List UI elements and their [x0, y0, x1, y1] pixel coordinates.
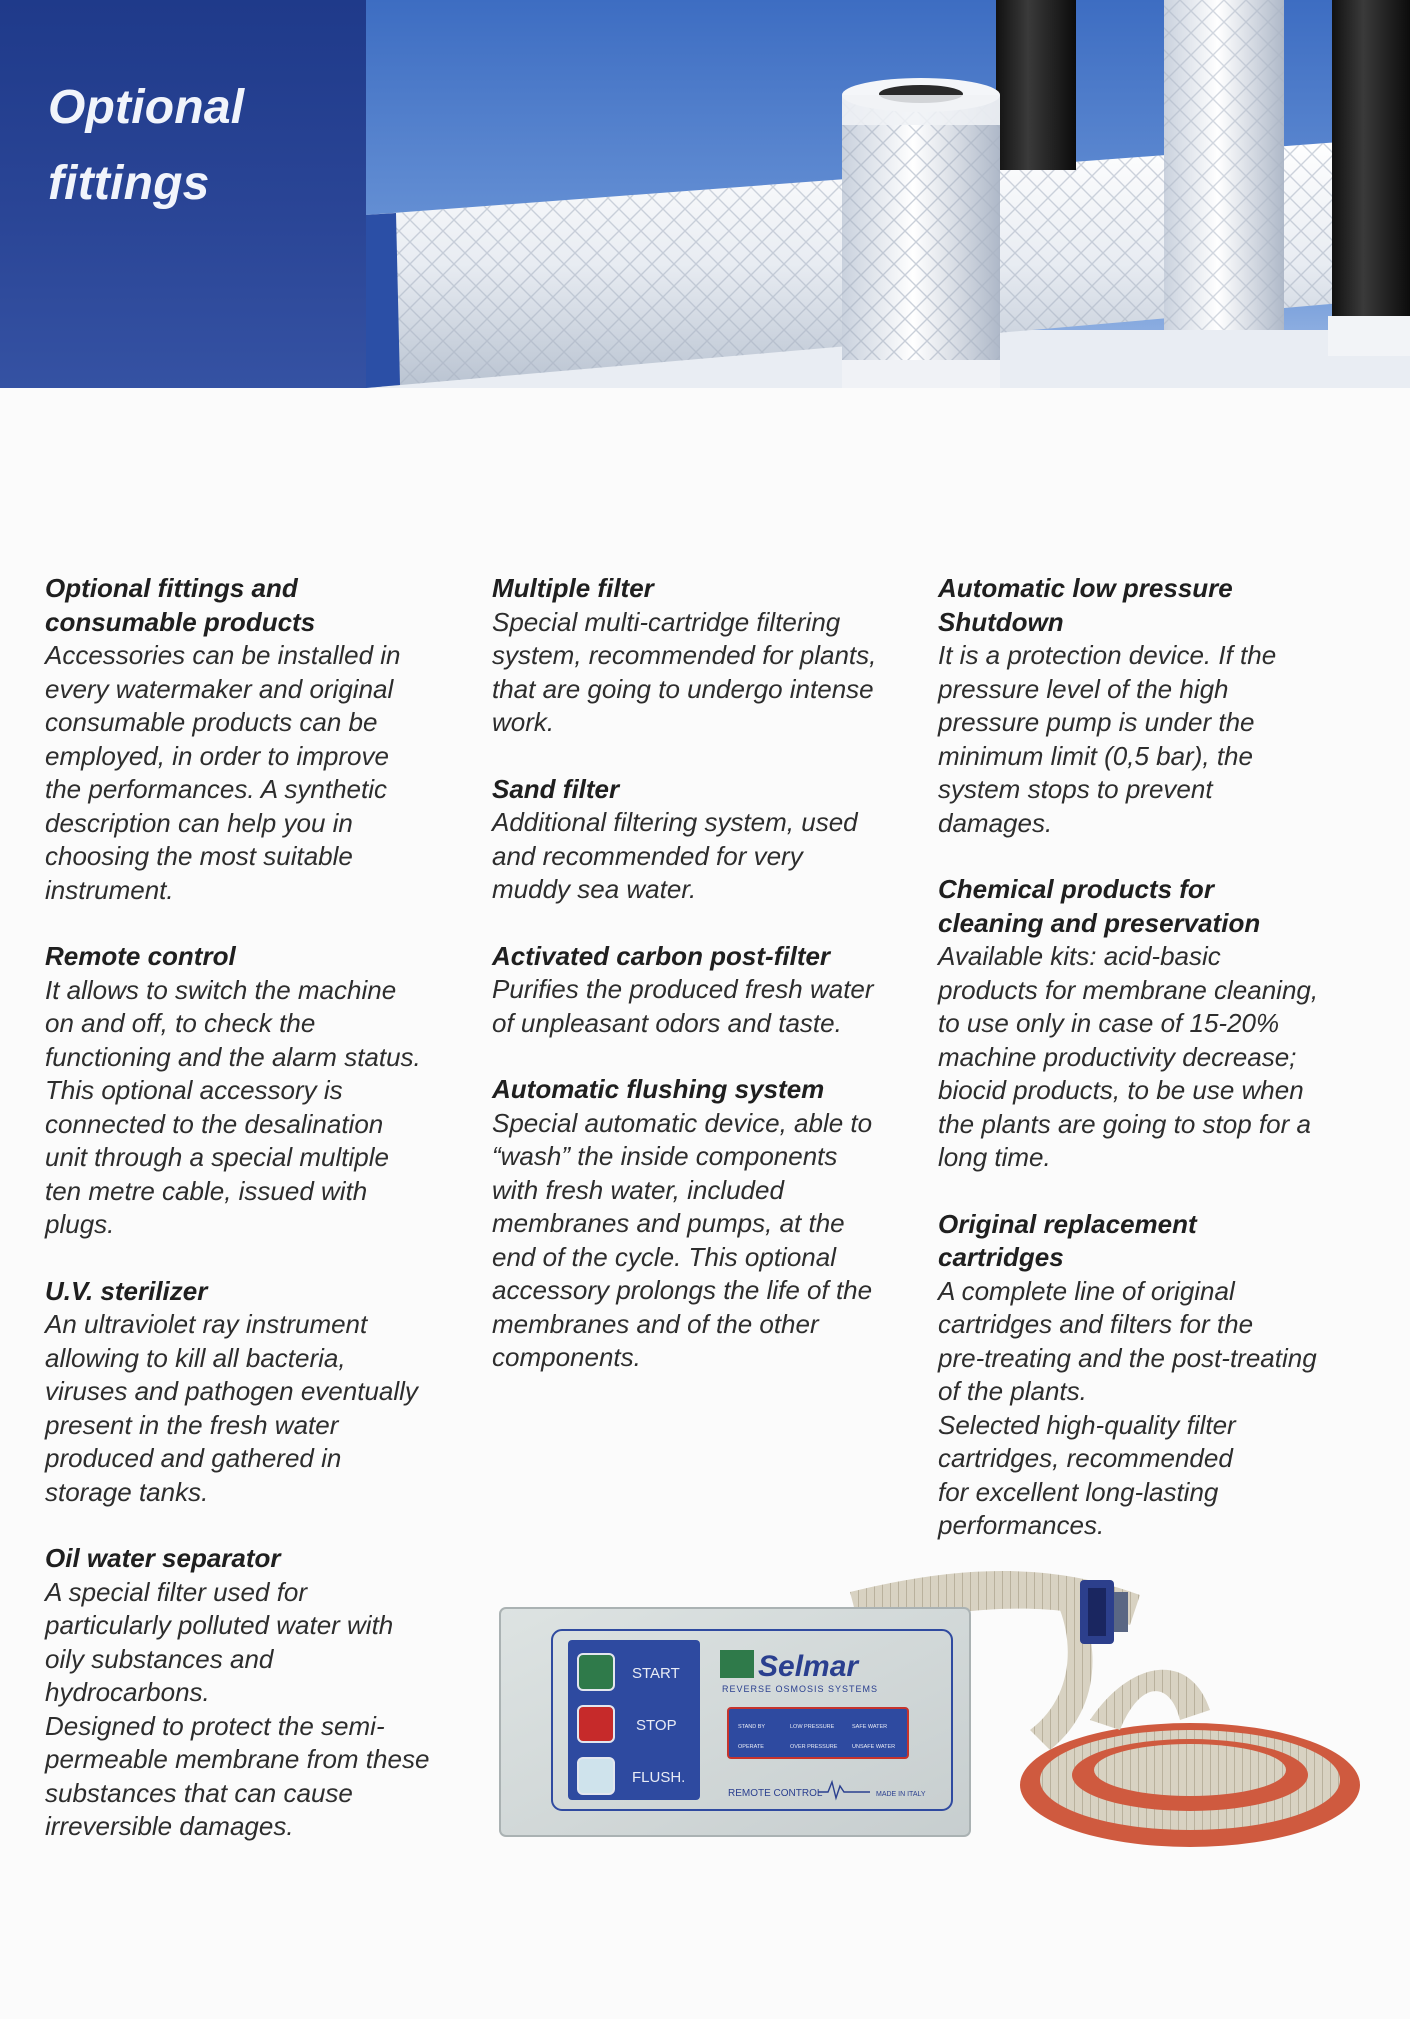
section-oil-water-separator — [45, 1542, 485, 1844]
section-heading: Multiple filter — [492, 573, 654, 603]
indicator-label: STAND BY — [738, 1724, 766, 1730]
remote-control-photo — [490, 1570, 1360, 1860]
remote-footer-label: REMOTE CONTROL — [728, 1788, 823, 1799]
flush-button — [578, 1758, 614, 1794]
brand-logo: Selmar — [758, 1650, 859, 1683]
tall-cartridge — [1164, 0, 1284, 330]
section-replacement-cartridges — [938, 1208, 1378, 1543]
remote-control-panel — [500, 1608, 970, 1836]
section-heading: Oil water separator — [45, 1543, 281, 1573]
section-body: An ultraviolet ray instrument allowing to kill all bacteria, viruses and pathogen eventually present in the fresh water produced and gathered in storage tanks. — [45, 1309, 418, 1507]
stop-label: STOP — [636, 1717, 677, 1734]
section-body: Additional filtering system, used and recommended for very muddy sea water. — [492, 807, 858, 904]
section-heading: Chemical products for cleaning and preservation — [938, 874, 1261, 938]
section-body: Accessories can be installed in every watermaker and original consumable products can be employed, in order to improve the performances. A synthetic description can help you in choosing the most suitable instrument. — [45, 640, 401, 905]
title-panel — [0, 0, 366, 388]
indicator-label: OVER PRESSURE — [790, 1744, 838, 1750]
section-low-pressure-shutdown — [938, 572, 1378, 840]
section-activated-carbon — [492, 940, 922, 1041]
column-1 — [45, 572, 485, 1877]
section-body: Available kits: acid-basic products for membrane cleaning, to use only in case of 15-20% machine productivity decrease; biocid products, to be use when the plants are going to stop for a long time. — [938, 941, 1319, 1172]
section-body: Special automatic device, able to “wash” the inside components with fresh water, included membranes and pumps, at the end of the cycle. This optional accessory prolongs the life of the membranes and of the other components. — [492, 1107, 873, 1372]
start-label: START — [632, 1665, 680, 1682]
page-title: Optional fittings — [48, 81, 245, 210]
section-heading: Optional fittings and consumable products — [45, 573, 316, 637]
short-cartridge — [842, 78, 1000, 388]
filter-cartridges-photo — [366, 0, 1410, 388]
column-3 — [938, 572, 1378, 1576]
flush-label: FLUSH. — [632, 1769, 686, 1786]
section-uv-sterilizer — [45, 1275, 485, 1510]
header-banner — [0, 0, 1410, 388]
section-remote-control — [45, 940, 485, 1242]
indicator-label: UNSAFE WATER — [852, 1744, 896, 1750]
section-heading: Remote control — [45, 941, 236, 971]
section-optional-fittings — [45, 572, 485, 907]
column-2 — [492, 572, 922, 1408]
section-heading: Automatic low pressure Shutdown — [938, 573, 1233, 637]
selmar-logo-icon — [720, 1650, 754, 1678]
section-body: A complete line of original cartridges and filters for the pre-treating and the post-treating of the plants. Selected high-quality filter cartridges, recommended for excellent long-lasting performances. — [938, 1275, 1317, 1540]
indicator-label: SAFE WATER — [852, 1724, 888, 1730]
indicator-label: LOW PRESSURE — [790, 1724, 835, 1730]
start-button — [578, 1654, 614, 1690]
section-heading: U.V. sterilizer — [45, 1275, 208, 1306]
indicator-label: OPERATE — [738, 1744, 764, 1750]
section-body: It is a protection device. If the pressure level of the high pressure pump is under the minimum limit (0,5 bar), the system stops to prevent damages. — [938, 640, 1277, 838]
section-chemical-products — [938, 873, 1378, 1175]
brand-tagline: REVERSE OSMOSIS SYSTEMS — [722, 1684, 879, 1694]
stop-button — [578, 1706, 614, 1742]
section-heading: Automatic flushing system — [492, 1074, 825, 1104]
section-heading: Sand filter — [492, 773, 620, 804]
made-in-label: MADE IN ITALY — [876, 1791, 926, 1798]
section-heading: Activated carbon post-filter — [492, 940, 831, 971]
section-multiple-filter — [492, 572, 922, 740]
section-sand-filter — [492, 773, 922, 907]
section-body: It allows to switch the machine on and off, to check the functioning and the alarm status. This optional accessory is connected to the desalination unit through a special multiple ten metre cable, issued with plugs. — [45, 974, 421, 1239]
section-body: Special multi-cartridge filtering system, recommended for plants, that are going to undergo intense work. — [492, 606, 877, 737]
section-automatic-flushing — [492, 1073, 922, 1375]
section-heading: Original replacement cartridges — [938, 1208, 1197, 1272]
section-body: A special filter used for particularly polluted water with oily substances and hydrocarbons. Designed to protect the semi- permeable membrane from these substances that can cause irreversible damages. — [45, 1576, 430, 1841]
section-body: Purifies the produced fresh water of unpleasant odors and taste. — [492, 974, 874, 1038]
